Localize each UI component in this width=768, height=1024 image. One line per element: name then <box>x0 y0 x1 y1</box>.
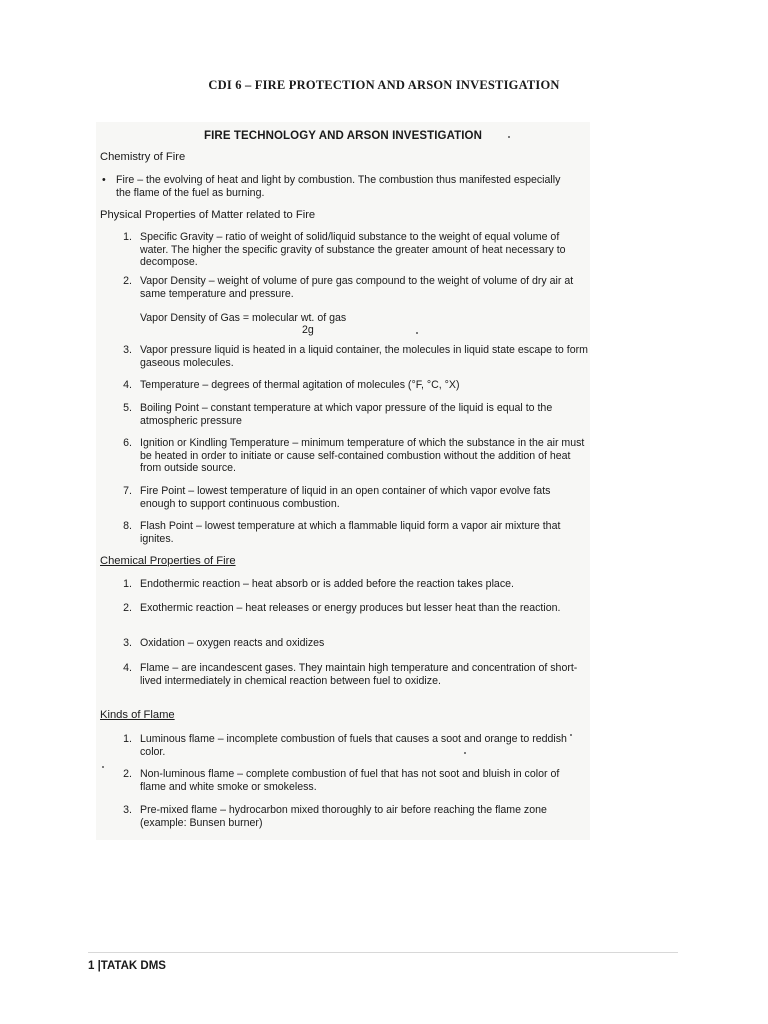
item-number: 3. <box>123 637 132 649</box>
item-number: 2. <box>123 768 132 780</box>
item-text: Boiling Point – constant temperature at which vapor pressure of the liquid is equal to the atmospheric pressure <box>140 402 553 427</box>
item-number: 4. <box>123 662 132 674</box>
item-text: Specific Gravity – ratio of weight of solid/liquid substance to the weight of equal volume of water. The higher the specific gravity of substance the greater amount of heat necessary to decompose. <box>140 231 566 269</box>
item-text: Flame – are incandescent gases. They maintain high temperature and concentration of short-lived intermediately in chemical reaction between fuel to oxidize. <box>140 662 578 687</box>
item-text: Non-luminous flame – complete combustion of fuel that has not soot and bluish in color of flame and white smoke or smokeless. <box>140 768 560 793</box>
item-number: 3. <box>123 804 132 816</box>
page-footer: 1 |TATAK DMS <box>88 960 166 972</box>
document-header-title: CDI 6 – FIRE PROTECTION AND ARSON INVESTIGATION <box>208 78 560 92</box>
item-text: Endothermic reaction – heat absorb or is added before the reaction takes place. <box>140 578 514 590</box>
item-number: 5. <box>123 402 132 414</box>
formula-numerator: Vapor Density of Gas = molecular wt. of gas <box>140 312 347 324</box>
scanned-page <box>96 122 590 840</box>
item-text: Pre-mixed flame – hydrocarbon mixed thoroughly to air before reaching the flame zone (example: Bunsen burner) <box>140 804 547 829</box>
scan-title: FIRE TECHNOLOGY AND ARSON INVESTIGATION <box>204 130 482 142</box>
item-text: Oxidation – oxygen reacts and oxidizes <box>140 637 325 649</box>
formula-denominator: 2g <box>302 324 314 336</box>
item-number: 6. <box>123 437 132 449</box>
item-text: Exothermic reaction – heat releases or energy produces but lesser heat than the reaction. <box>140 602 561 614</box>
scan-speck <box>508 136 510 138</box>
item-number: 2. <box>123 275 132 287</box>
section-heading-text: Chemical Properties of Fire <box>100 555 236 567</box>
section-heading-text: Kinds of Flame <box>100 709 175 721</box>
item-text: Vapor Density – weight of volume of pure gas compound to the weight of volume of dry air at same temperature and pressure. <box>140 275 574 300</box>
item-text: Temperature – degrees of thermal agitation of molecules (°F, °C, °X) <box>140 379 460 391</box>
item-number: 1. <box>123 231 132 243</box>
item-text: Flash Point – lowest temperature at which a flammable liquid form a vapor air mixture that ignites. <box>140 520 561 545</box>
item-number: 1. <box>123 578 132 590</box>
item-number: 7. <box>123 485 132 497</box>
item-text: Vapor pressure liquid is heated in a liquid container, the molecules in liquid state escape to form gaseous molecules. <box>140 344 588 369</box>
item-number: 4. <box>123 379 132 391</box>
scan-speck <box>416 332 418 334</box>
bullet-text: Fire – the evolving of heat and light by combustion. The combustion thus manifested especially the flame of the fuel as burning. <box>116 174 561 199</box>
scan-speck <box>464 752 466 754</box>
item-text: Luminous flame – incomplete combustion of fuels that causes a soot and orange to reddish color. <box>140 733 567 758</box>
section-kinds-of-flame <box>100 709 175 721</box>
scan-speck <box>570 734 572 736</box>
item-number: 1. <box>123 733 132 745</box>
section-chemical-properties <box>100 555 236 567</box>
scan-speck <box>102 766 104 768</box>
section-physical-properties: Physical Properties of Matter related to Fire <box>100 209 316 221</box>
footer-divider <box>88 952 678 953</box>
bullet-mark: • <box>102 174 106 186</box>
item-number: 8. <box>123 520 132 532</box>
item-number: 2. <box>123 602 132 614</box>
item-text: Fire Point – lowest temperature of liquid in an open container of which vapor evolve fats enough to support continuous combustion. <box>140 485 551 510</box>
item-text: Ignition or Kindling Temperature – minimum temperature of which the substance in the air must be heated in order to initiate or cause self-contained combustion without the addition of heat from outside source. <box>140 437 585 475</box>
vapor-density-formula <box>140 312 580 340</box>
section-chemistry-of-fire: Chemistry of Fire <box>100 151 186 163</box>
item-number: 3. <box>123 344 132 356</box>
